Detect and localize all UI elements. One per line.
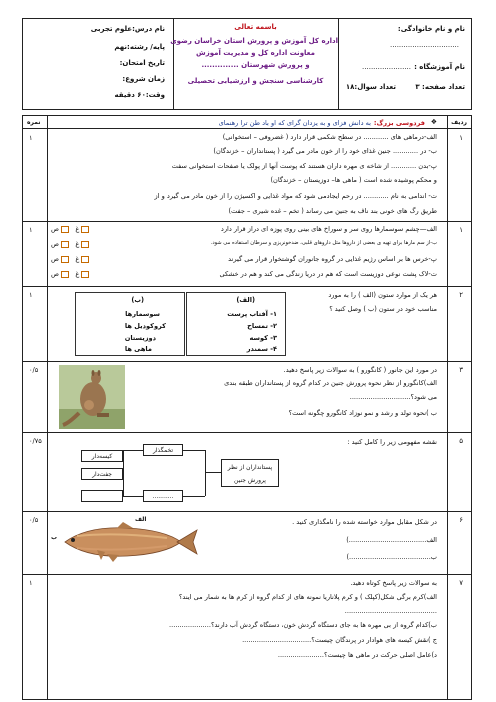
exam-duration: وقت:۶۰ دقیقه	[114, 91, 165, 99]
slogan-text: به دانش فزای و به یزدان گرای که او باد طن ترا رهنمای	[218, 119, 371, 127]
q4-part-a-line2: می شود؟.............................	[349, 393, 437, 401]
q3-col-b-item: کروکودیل ها	[124, 322, 166, 330]
q1-line-c2: و محکم پوشیده شده است ( ماهی ها– دوزیستان – خزندگان)	[270, 176, 437, 184]
concept-map-center-label: پرورش جنین	[234, 477, 266, 484]
q7-part-a-dots: ............................................	[344, 607, 437, 615]
false-label: غ	[75, 255, 80, 263]
q2-line-a: الف—چشم سوسمارها روی سر و سوراخ های بینی روی پوزه ای دراز قرار دارد	[220, 225, 437, 233]
q2-a-options	[51, 225, 89, 233]
q6-intro: در شکل مقابل موارد خواسته شده را نامگذاری کنید .	[292, 518, 437, 526]
q2-a-true-checkbox[interactable]	[61, 226, 69, 233]
false-label: غ	[75, 225, 80, 233]
header-org-line4: کارشناسی سنجش و ارزشیابی تحصیلی	[187, 77, 324, 85]
q6-number: ۶	[459, 516, 463, 524]
q3-col-b-item: دوزیستان	[124, 334, 156, 342]
q2-c-false-checkbox[interactable]	[81, 256, 89, 263]
q3-score: ۱	[29, 291, 33, 299]
q7-score: ۱	[29, 579, 33, 587]
question-count: تعداد سوال:۱۸	[345, 83, 396, 91]
header-org-line1: اداره کل آموزش و پرورش استان خراسان رضوی	[170, 37, 338, 45]
q7-part-d: د)عامل اصلی حرکت در ماهی ها چیست؟......................	[277, 651, 437, 659]
concept-map-center	[221, 459, 279, 487]
q4-part-a-line1: الف)کانگورو از نظر نحوه پرورش جنین در کدام گروه از پستانداران طبقه بندی	[224, 379, 437, 387]
q2-line-c: پ-خرس ها بر اساس رژیم غذایی در گروه جانوران گوشتخوار قرار می گیرند	[228, 255, 437, 263]
q1-line-d2: طریق رگ های خونی بند ناف به جنین می رساند ( تخم – غده شیری – جفت)	[228, 207, 437, 215]
header-bismillah: باسمه تعالی	[234, 23, 277, 31]
q2-line-b: ب-از سم مارها برای تهیه ی بعضی از داروها مثل داروهای قلبی، ضدخونریزی و سرطان استفاده می شود.	[210, 240, 437, 246]
fish-label-a: الف	[135, 516, 147, 523]
header-divider-right	[338, 19, 339, 109]
q7-part-a: الف)کرم برگی شکل(کپلک ) و کرم پلاناریا نمونه های از کدام گروه از کرم ها به شمار می ایند؟	[178, 593, 437, 601]
q3-col-b-header: (ب)	[131, 296, 144, 304]
concept-map-box-bottom: ...........	[143, 490, 183, 502]
concept-map-box-a: کیسه‌دار	[81, 450, 123, 462]
q3-number: ۲	[459, 291, 463, 299]
score-column-header: نمره	[27, 119, 41, 126]
q7-intro: به سوالات زیر پاسخ کوتاه دهید.	[350, 579, 437, 587]
score-column-line	[47, 116, 48, 699]
q1-line-d: ت- اندامی به نام ............ در رحم ایجادمی شود که مواد غذایی و اکسیژن را از خون مادر می گیرد و از	[154, 192, 437, 200]
q2-b-false-checkbox[interactable]	[81, 241, 89, 248]
false-label: غ	[75, 240, 80, 248]
school-name-dots: ......................	[362, 63, 411, 71]
q5-intro: نقشه مفهومی زیر را کامل کنید :	[347, 438, 437, 446]
q3-col-a-item: ۲- تمساح	[247, 322, 277, 330]
q3-col-a-header: (الف)	[236, 296, 255, 304]
questions-table	[22, 115, 472, 700]
q2-number: ۱	[459, 226, 463, 234]
q4-part-b: ب )نحوه تولد و رشد و نمو نوزاد کانگورو چگونه است؟	[288, 409, 437, 417]
q3-col-a-item: ۳- کوسه	[249, 334, 277, 342]
row-column-line	[447, 116, 448, 699]
concept-map-box-b: جفت‌دار	[81, 468, 123, 480]
header-org-line2: معاونت اداره کل و مدیریت آموزش	[196, 49, 315, 57]
q2-c-options	[51, 255, 89, 263]
q1-line-c: پ-بدن ............ از شاخه ی مهره داران هستند که پوست آنها از پولک یا صفحات استخوانی سفت	[171, 162, 437, 170]
fish-label-b: ب	[51, 534, 58, 541]
kangaroo-image	[59, 365, 125, 429]
true-label: ص	[51, 255, 59, 263]
q1-line-a: الف-درماهی های ............ در سطح شکمی قرار دارد ( غضروفی – استخوانی)	[222, 133, 437, 141]
true-label: ص	[51, 225, 59, 233]
slogan-title: فردوسی بزرگ:	[373, 119, 425, 127]
q2-d-options	[51, 270, 89, 278]
q7-number: ۷	[459, 579, 463, 587]
start-time: زمان شروع:	[122, 75, 165, 83]
q1-score: ۱	[29, 134, 33, 142]
student-name-dots: ...............................	[390, 41, 459, 49]
q2-b-options	[51, 240, 89, 248]
row-column-header: ردیف	[451, 119, 467, 126]
q1-number: ۱	[459, 134, 463, 142]
student-name-label: نام و نام خانوادگی:	[397, 25, 465, 33]
course-name: نام درس:علوم تجربی	[90, 25, 165, 33]
q2-c-true-checkbox[interactable]	[61, 256, 69, 263]
q3-col-b-item: سوسمارها	[125, 310, 160, 318]
q2-d-false-checkbox[interactable]	[81, 271, 89, 278]
q4-intro: در مورد این جانور ( کانگورو ) به سوالات زیر پاسخ دهید.	[283, 366, 437, 374]
q3-col-b-item: ماهی ها	[124, 345, 152, 353]
q6-answer-a: الف.....................................)	[346, 536, 437, 544]
q3-col-a-item: ۱- آفتاب پرست	[227, 310, 277, 318]
q3-column-b	[75, 292, 185, 356]
q3-prompt-line1: هر یک از موارد ستون (الف ) را به مورد	[328, 291, 437, 299]
school-name-label: نام آموزشگاه :	[414, 63, 465, 71]
q4-score: ۰/۵	[29, 366, 39, 374]
q7-part-c: ج )نقش کیسه های هوادار در پرندگان چیست؟.................................	[242, 636, 437, 644]
q7-part-b: ب)کدام گروه از بی مهره ها به جای دستگاه گردش خون، دستگاه گردش آب دارند؟....................	[169, 621, 437, 629]
true-label: ص	[51, 240, 59, 248]
q5-number: ۵	[459, 437, 463, 445]
q2-score: ۱	[29, 226, 33, 234]
q1-line-b: ب- در ............ جنین غذای خود را از خون مادر می گیرد ( پستانداران – خزندگان)	[213, 147, 437, 155]
concept-map-box-top: تخمگذار	[143, 444, 183, 456]
concept-map-center-label: پستانداران از نظر	[227, 464, 273, 471]
q3-column-a	[186, 292, 286, 356]
q2-d-true-checkbox[interactable]	[61, 271, 69, 278]
q2-b-true-checkbox[interactable]	[61, 241, 69, 248]
q6-answer-b: ب.......................................)	[346, 553, 437, 561]
false-label: غ	[75, 270, 80, 278]
q4-number: ۳	[459, 366, 463, 374]
q6-score: ۰/۵	[29, 516, 39, 524]
q3-col-a-item: ۴- سمندر	[246, 345, 277, 353]
slogan-star-icon: ❖	[430, 118, 437, 126]
q3-prompt-line2: مناسب خود در ستون (ب ) وصل کنید ؟	[329, 305, 437, 313]
q5-score: ۰/۷۵	[29, 437, 42, 445]
q2-line-d: ت-لاک پشت نوعی دوزیست است که هم در دریا زندگی می کند و هم در خشکی	[219, 270, 437, 278]
q2-a-false-checkbox[interactable]	[81, 226, 89, 233]
header-org-line3: و پرورش شهرستان ..............	[201, 61, 310, 69]
grade-field: پایه/ رشته:نهم	[114, 43, 165, 51]
exam-header	[22, 18, 472, 110]
page-count: تعداد صفحه: ۳	[415, 83, 465, 91]
fish-image	[57, 520, 199, 568]
exam-date: تاریخ امتحان:	[119, 59, 165, 67]
true-label: ص	[51, 270, 59, 278]
concept-map-box-c	[81, 490, 123, 502]
